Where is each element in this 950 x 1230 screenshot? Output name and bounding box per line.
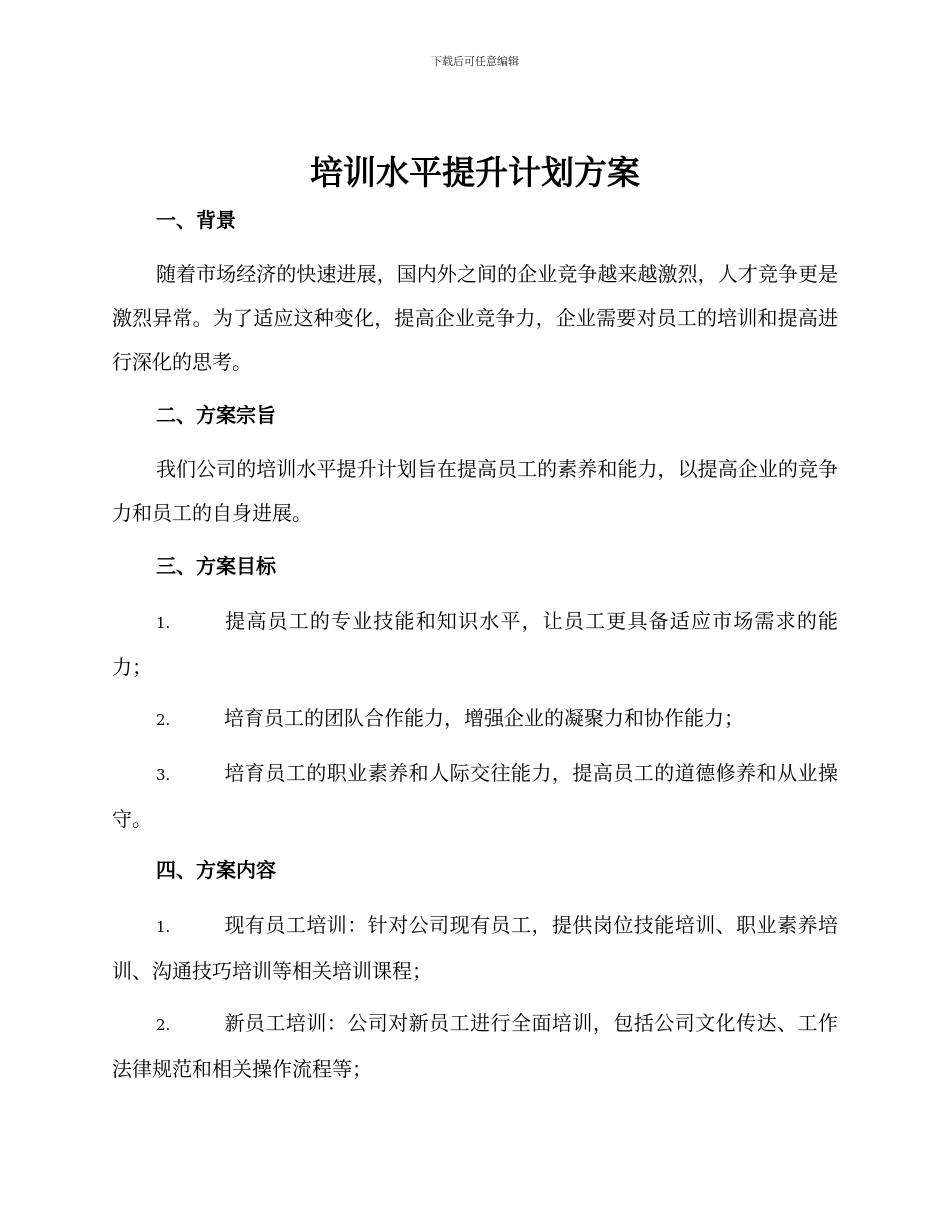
list-item <box>112 751 838 841</box>
list-item-number: 3. <box>156 766 171 784</box>
section-heading-goals: 三、方案目标 <box>156 554 276 578</box>
list-item-text: 提高员工的专业技能和知识水平，让员工更具备适应市场需求的能力； <box>112 609 838 679</box>
list-item-text: 培育员工的团队合作能力，增强企业的凝聚力和协作能力； <box>224 706 744 730</box>
list-item <box>112 599 838 689</box>
list-item <box>112 903 838 993</box>
document-title: 培训水平提升计划方案 <box>310 153 640 192</box>
list-item <box>112 1001 838 1091</box>
section-heading-content: 四、方案内容 <box>156 858 276 882</box>
section-heading-background: 一、背景 <box>156 208 236 232</box>
header-note: 下载后可任意编辑 <box>431 55 519 68</box>
list-item-text: 培育员工的职业素养和人际交往能力，提高员工的道德修养和从业操守。 <box>112 761 838 831</box>
list-item-number: 1. <box>156 918 171 936</box>
list-item-text: 新员工培训：公司对新员工进行全面培训，包括公司文化传达、工作法律规范和相关操作流程等； <box>112 1011 838 1081</box>
section-heading-purpose: 二、方案宗旨 <box>156 403 276 427</box>
list-item-number: 2. <box>156 1016 171 1034</box>
list-item-number: 1. <box>156 614 171 632</box>
paragraph-background: 随着市场经济的快速进展，国内外之间的企业竞争越来越激烈，人才竞争更是激烈异常。为了适应这种变化，提高企业竞争力，企业需要对员工的培训和提高进行深化的思考。 <box>112 262 838 374</box>
list-item <box>112 696 838 742</box>
list-item-text: 现有员工培训：针对公司现有员工，提供岗位技能培训、职业素养培训、沟通技巧培训等相关培训课程； <box>112 913 838 983</box>
paragraph-purpose: 我们公司的培训水平提升计划旨在提高员工的素养和能力，以提高企业的竞争力和员工的自身进展。 <box>112 457 838 525</box>
list-item-number: 2. <box>156 711 171 729</box>
